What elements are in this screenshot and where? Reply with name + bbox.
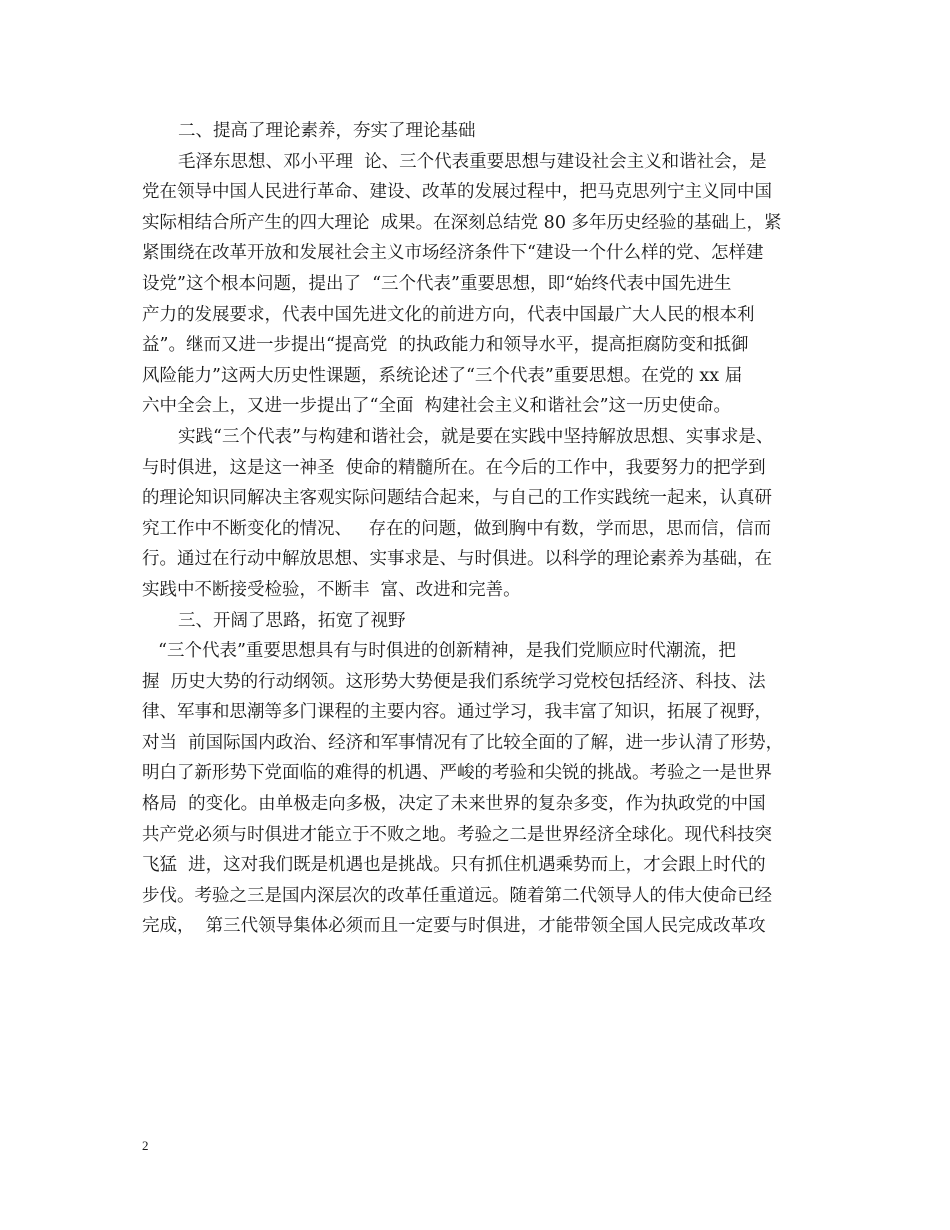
paragraph-line: 设党”这个根本问题，提出了 “三个代表”重要思想，即“始终代表中国先进生 [142, 273, 732, 294]
paragraph-line: 的理论知识同解决主客观实际问题结合起来，与自己的工作实践统一起来，认真研 [142, 488, 772, 509]
paragraph-line: 六中全会上，又进一步提出了“全面 构建社会主义和谐社会”这一历史使命。 [142, 396, 732, 417]
paragraph-line: 究工作中不断变化的情况、 存在的问题，做到胸中有数，学而思，思而信，信而 [142, 518, 772, 539]
paragraph-line: 完成， 第三代领导集体必须而且一定要与时俱进，才能带领全国人民完成改革攻 [142, 916, 766, 937]
section-heading: 二、提高了理论素养，夯实了理论基础 [178, 121, 476, 141]
paragraph-line: 实际相结合所产生的四大理论 成果。在深刻总结党 80 多年历史经验的基础上，紧 [142, 212, 782, 233]
paragraph-line: “三个代表”重要思想具有与时俱进的创新精神，是我们党顺应时代潮流，把 [158, 641, 736, 662]
paragraph-line: 与时俱进，这是这一神圣 使命的精髓所在。在今后的工作中，我要努力的把学到 [142, 457, 766, 478]
paragraph-line: 格局 的变化。由单极走向多极，决定了未来世界的复杂多变，作为执政党的中国 [142, 794, 766, 815]
paragraph-line: 产力的发展要求，代表中国先进文化的前进方向，代表中国最广大人民的根本利 [142, 304, 755, 325]
section-heading: 三、开阔了思路，拓宽了视野 [178, 610, 406, 631]
paragraph-line: 益”。继而又进一步提出“提高党 的执政能力和领导水平，提高拒腐防变和抵御 [142, 335, 749, 356]
paragraph-line: 行。通过在行动中解放思想、实事求是、与时俱进。以科学的理论素养为基础，在 [142, 549, 772, 570]
paragraph-line: 对当 前国际国内政治、经济和军事情况有了比较全面的了解，进一步认清了形势， [142, 732, 784, 753]
paragraph-line: 飞猛 进，这对我们既是机遇也是挑战。只有抓住机遇乘势而上，才会跟上时代的 [142, 855, 766, 876]
paragraph-line: 明白了新形势下党面临的难得的机遇、严峻的考验和尖锐的挑战。考验之一是世界 [142, 763, 772, 784]
paragraph-line: 紧围绕在改革开放和发展社会主义市场经济条件下“建设一个什么样的党、怎样建 [142, 243, 764, 264]
paragraph-line: 党在领导中国人民进行革命、建设、改革的发展过程中，把马克思列宁主义同中国 [142, 182, 772, 203]
paragraph-line: 实践中不断接受检验，不断丰 富、改进和完善。 [142, 579, 521, 600]
page-number: 2 [142, 1138, 149, 1153]
paragraph-line: 实践“三个代表”与构建和谐社会，就是要在实践中坚持解放思想、实事求是、 [178, 426, 774, 447]
document-body [142, 116, 832, 942]
paragraph-line: 共产党必须与时俱进才能立于不败之地。考验之二是世界经济全球化。现代科技突 [142, 824, 772, 845]
paragraph-line: 律、军事和思潮等多门课程的主要内容。通过学习，我丰富了知识，拓展了视野， [142, 702, 772, 723]
paragraph-line: 风险能力”这两大历史性课题，系统论述了“三个代表”重要思想。在党的 xx 届 [142, 365, 743, 386]
paragraph-line: 毛泽东思想、邓小平理 论、三个代表重要思想与建设社会主义和谐社会，是 [178, 151, 767, 172]
paragraph-line: 握 历史大势的行动纲领。这形势大势便是我们系统学习党校包括经济、科技、法 [142, 671, 766, 692]
paragraph-line: 步伐。考验之三是国内深层次的改革任重道远。随着第二代领导人的伟大使命已经 [142, 885, 772, 906]
